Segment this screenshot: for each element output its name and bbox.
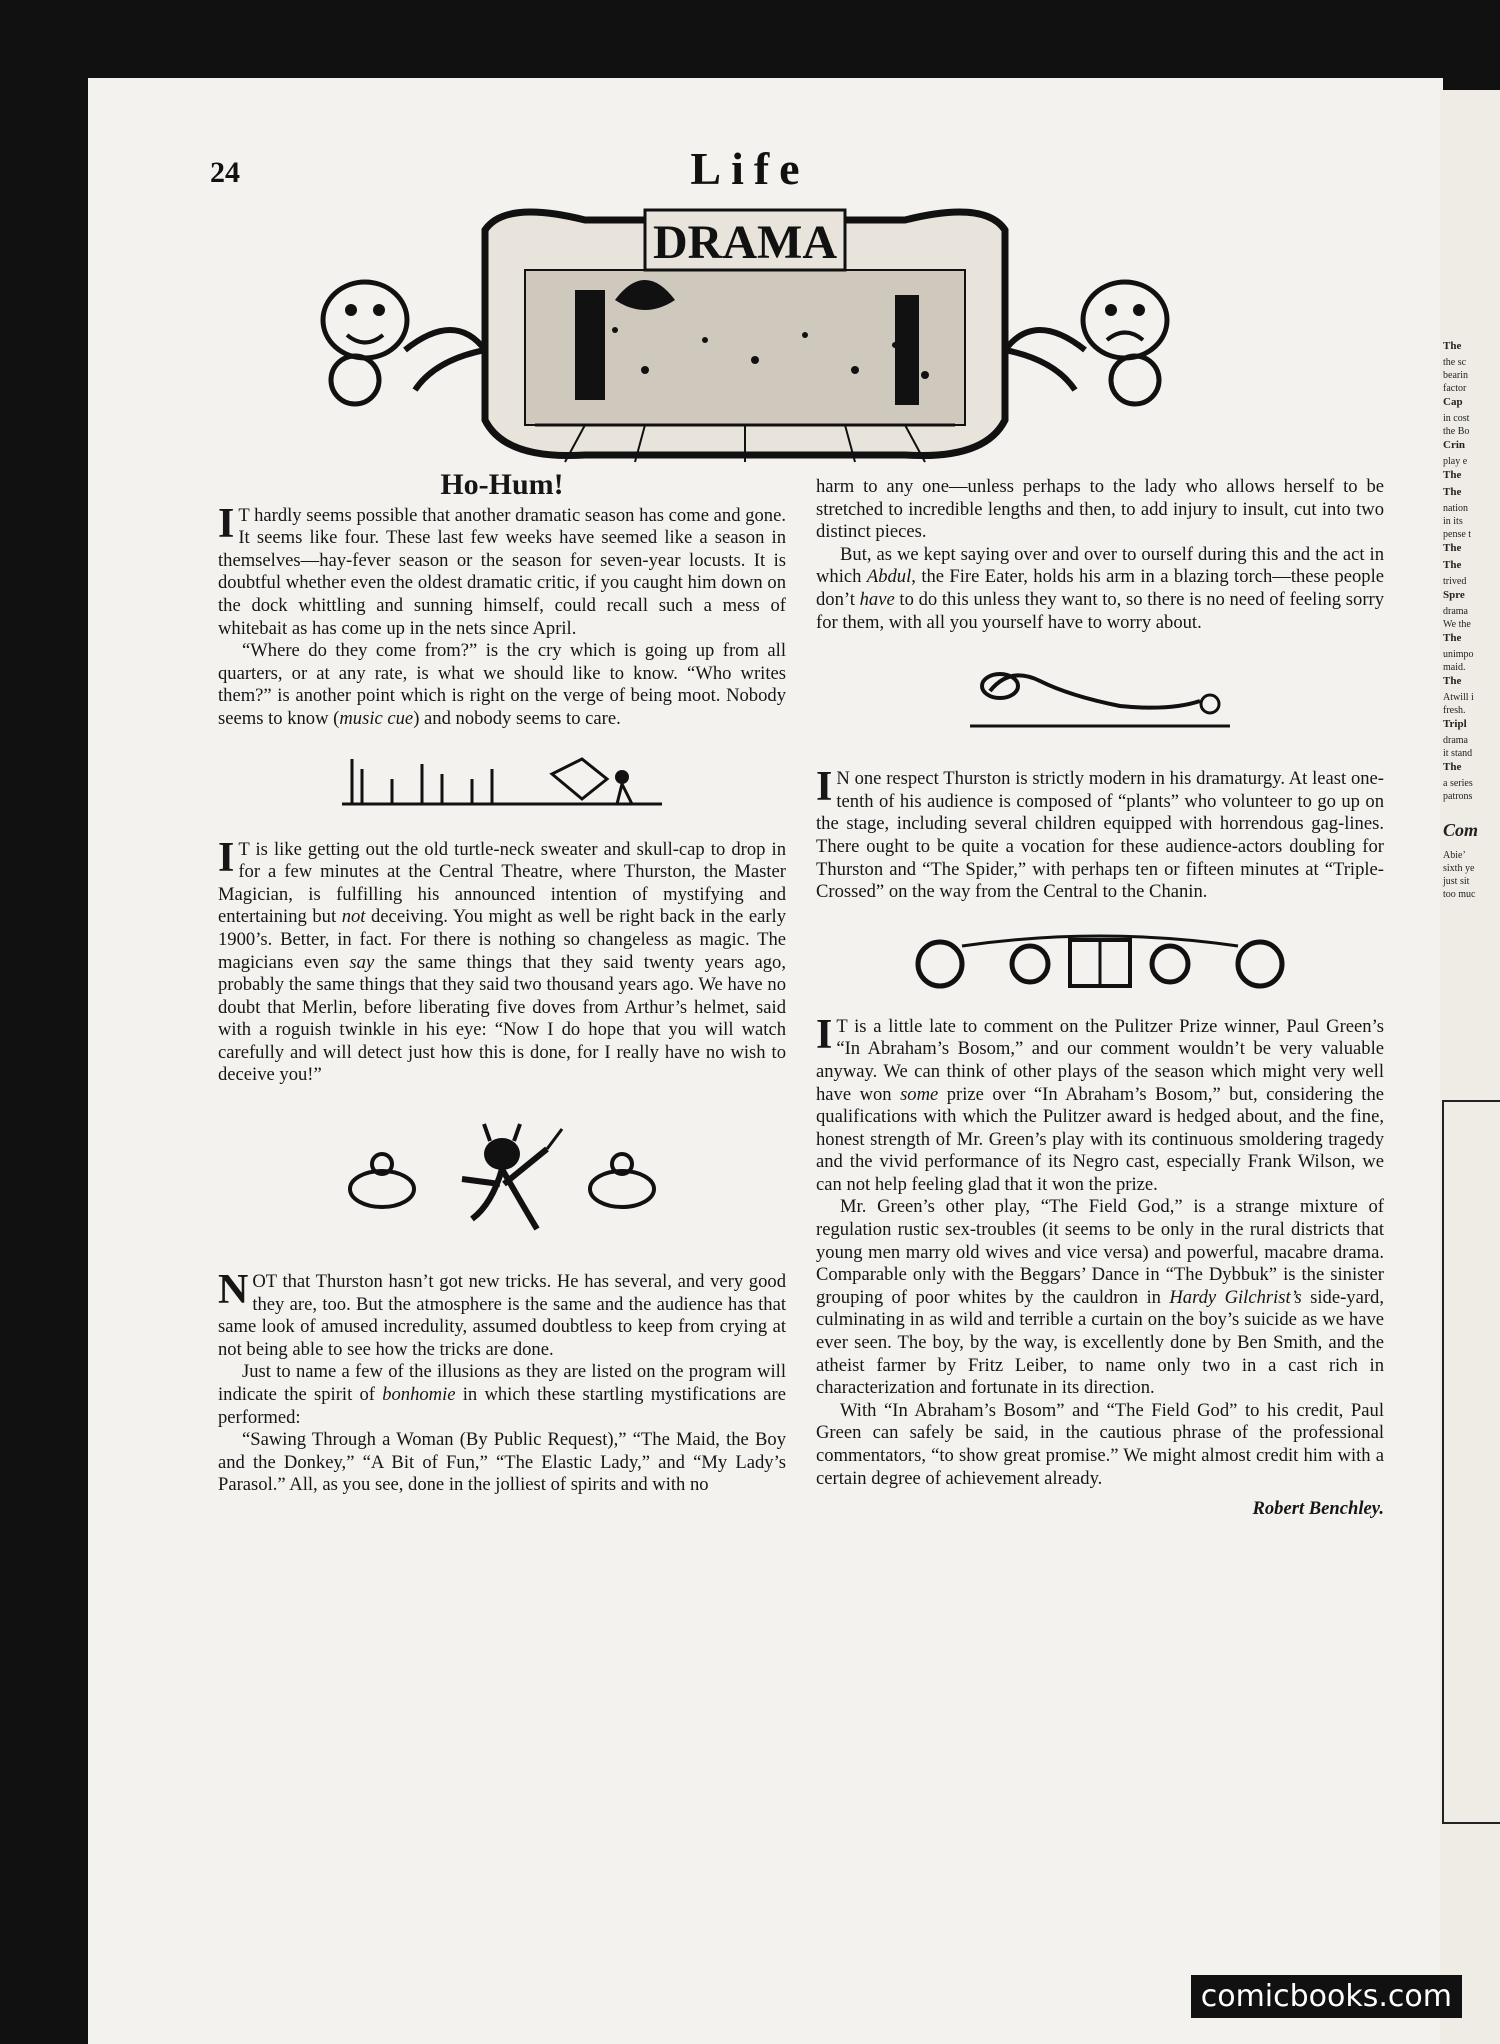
adjacent-page-text: nation [1443, 503, 1468, 514]
article-title: Ho-Hum! [440, 468, 564, 501]
page-number: 24 [210, 156, 240, 189]
adjacent-page-text: The [1443, 675, 1462, 687]
article-column-right [816, 476, 1384, 1521]
paragraph: I T hardly seems possible that another dramatic season has come and gone. It seems like four. These last few weeks have seemed like a season in themselves—hay-fever season or the season for seven-year locusts. It is doubtful whether even the oldest dramatic critic, if you caught him down on the dock whittling and sunning himself, could recall such a mess of whitebait as has come up in the nets since April. [218, 500, 786, 639]
adjacent-page-text: The [1443, 340, 1462, 352]
adjacent-page-text: The [1443, 761, 1462, 773]
stretched-lady-ornament [940, 656, 1260, 746]
left-mask-icon [323, 282, 485, 404]
watermark: comicbooks.com [1191, 1975, 1462, 2018]
adjacent-page-text: factor [1443, 383, 1467, 394]
adjacent-page-text: Atwill i [1443, 692, 1474, 703]
adjacent-page-text: in its [1443, 516, 1463, 527]
masthead: Life [690, 143, 810, 194]
adjacent-page-text: just sit [1443, 876, 1470, 887]
adjacent-page-text: The [1443, 486, 1462, 498]
adjacent-page-text: it stand [1443, 748, 1473, 759]
paragraph: Mr. Green’s other play, “The Field God,” is a strange mixture of regulation rustic sex-troubles (it seems to be only in the rural districts that young men marry old wives and vice versa) and powerful, macabre drama. Comparable only with the Beggars’ Dance in “The Dybbuk” is the sinister grouping of poor whites by the cauldron in Hardy Gilchrist’s side-yard, culminating in as wild and terrible a curtain on the boy’s suicide as we have ever seen. The boy, by the way, is excellently done by Ben Smith, and the atheist farmer by Fritz Leiber, to name only two in a cast rich in characterization and fortunate in its direction. [816, 1196, 1384, 1399]
adjacent-page-text: The [1443, 632, 1462, 644]
adjacent-page-text: maid. [1443, 662, 1466, 673]
adjacent-page-fragment [1440, 90, 1500, 2044]
adjacent-page-text: Spre [1443, 589, 1465, 601]
adjacent-page-text: a series [1443, 778, 1473, 789]
paragraph: I N one respect Thurston is strictly modern in his dramaturgy. At least one-tenth of his audience is composed of “plants” who volunteer to go up on the stage, including several children equipped with horrendous gag-lines. There ought to be quite a vocation for these audience-actors doubling for Thurston and “The Spider,” with perhaps ten or fifteen minutes at “Triple-Crossed” on the way from the Central to the Chanin. [816, 764, 1384, 903]
adjacent-page-text: trived [1443, 576, 1467, 587]
adjacent-page-text: patrons [1443, 791, 1473, 802]
adjacent-page-text: The [1443, 469, 1462, 481]
adjacent-page-heading: Com [1443, 820, 1479, 840]
paragraph: With “In Abraham’s Bosom” and “The Field God” to his credit, Paul Green can safely be said, in the cautious phrase of the professional commentators, “to show great promise.” We might almost credit him with a certain degree of achievement already. [816, 1399, 1384, 1489]
adjacent-page-text: too muc [1443, 889, 1476, 900]
adjacent-page-text: Tripl [1443, 718, 1467, 730]
drop-cap: N [218, 1267, 249, 1314]
paragraph: “Where do they come from?” is the cry which is going up from all quarters, or at any rate, is what we should like to know. “Who writes them?” is another point which is right on the verge of being moot. Nobody seems to know (music cue) and nobody seems to care. [218, 640, 786, 729]
paragraph: I T is like getting out the old turtle-neck sweater and skull-cap to drop in for a few minutes at the Central Theatre, where Thurston, the Master Magician, is fulfilling his announced intention of mystifying and entertaining but not deceiving. You might as well be right back in the early 1900’s. Better, in fact. For there is nothing so changeless as magic. The magicians even say the same things that they said twenty years ago, probably the same things that they said two thousand years ago. We have no doubt that Merlin, before liberating five doves from Arthur’s helmet, said with a roguish twinkle in his eye: “Now I do hope that you will watch carefully and will detect just how this is done, for I really have no wish to deceive you!” [218, 834, 786, 1086]
author-signature: Robert Benchley. [1252, 1498, 1384, 1520]
paragraph: harm to any one—unless perhaps to the lady who allows herself to be stretched to incredible lengths and then, to add injury to insult, cut into two distinct pieces. [816, 476, 1384, 543]
adjacent-page-text: fresh. [1443, 705, 1466, 716]
devil-and-birds-ornament [322, 1109, 682, 1249]
adjacent-page-text: play e [1443, 456, 1468, 467]
adjacent-page-box [1442, 1100, 1500, 1824]
paragraph: But, as we kept saying over and over to ourself during this and the act in which Abdul, the Fire Eater, holds his arm in a blazing torch—these people don’t have to do this unless they want to, so there is no need of feeling sorry for them, with all you yourself have to worry about. [816, 543, 1385, 633]
drop-cap: I [816, 764, 833, 811]
paragraph: Just to name a few of the illusions as they are listed on the program will indicate the spirit of bonhomie in which these startling mystifications are performed: [218, 1361, 786, 1428]
article-column-left [218, 468, 786, 1497]
drop-cap: I [218, 834, 235, 881]
banner-title: DRAMA [653, 216, 837, 269]
right-mask-icon [1005, 282, 1167, 404]
adjacent-page-text: unimpo [1443, 649, 1474, 660]
adjacent-page-text: pense t [1443, 529, 1472, 540]
paragraph: “Sawing Through a Woman (By Public Request),” “The Maid, the Boy and the Donkey,” “A Bit of Fun,” “The Elastic Lady,” and “My Lady’s Parasol.” All, as you see, done in the jolliest of spirits and with no [218, 1429, 786, 1496]
drop-cap: I [218, 500, 235, 547]
adjacent-page-text: The [1443, 559, 1462, 571]
adjacent-page-text: the sc [1443, 357, 1467, 368]
adjacent-page-text: drama [1443, 735, 1468, 746]
paragraph: NOT that Thurston hasn’t got new tricks. He has several, and very good they are, too. But the atmosphere is the same and the audience has that same look of amused incredulity, assumed doubtless to keep from crying at not being able to see how the tricks are done. [218, 1267, 786, 1360]
adjacent-page-text: The [1443, 542, 1462, 554]
stage-sketch-ornament [332, 749, 672, 819]
adjacent-page-text: sixth ye [1443, 863, 1475, 874]
adjacent-page-text: Cap [1443, 396, 1463, 408]
adjacent-page-text: Abie’ [1443, 850, 1466, 861]
paragraph: I T is a little late to comment on the Pulitzer Prize winner, Paul Green’s “In Abraham’s Bosom,” and our comment wouldn’t be very valuable anyway. We can think of other plays of the season which might very well have won some prize over “In Abraham’s Bosom,” but, considering the qualifications with which the Pulitzer award is hedged about, and the fine, honest strength of Mr. Green’s play with its continuous smoldering tragedy and the vivid performance of its Negro cast, especially Frank Wilson, we can not help feeling glad that it won the prize. [816, 1011, 1384, 1195]
adjacent-page-text: drama [1443, 606, 1468, 617]
adjacent-page-text: in cost [1443, 413, 1470, 424]
banner-svg [285, 200, 1205, 470]
drama-banner-illustration [285, 200, 1205, 470]
drop-cap: I [816, 1011, 833, 1058]
adjacent-page-text: Crin [1443, 439, 1465, 451]
adjacent-page-text: bearin [1443, 370, 1468, 381]
masks-and-book-ornament [900, 926, 1300, 996]
adjacent-page-text: the Bo [1443, 426, 1470, 437]
adjacent-page-text: We the [1443, 619, 1471, 630]
